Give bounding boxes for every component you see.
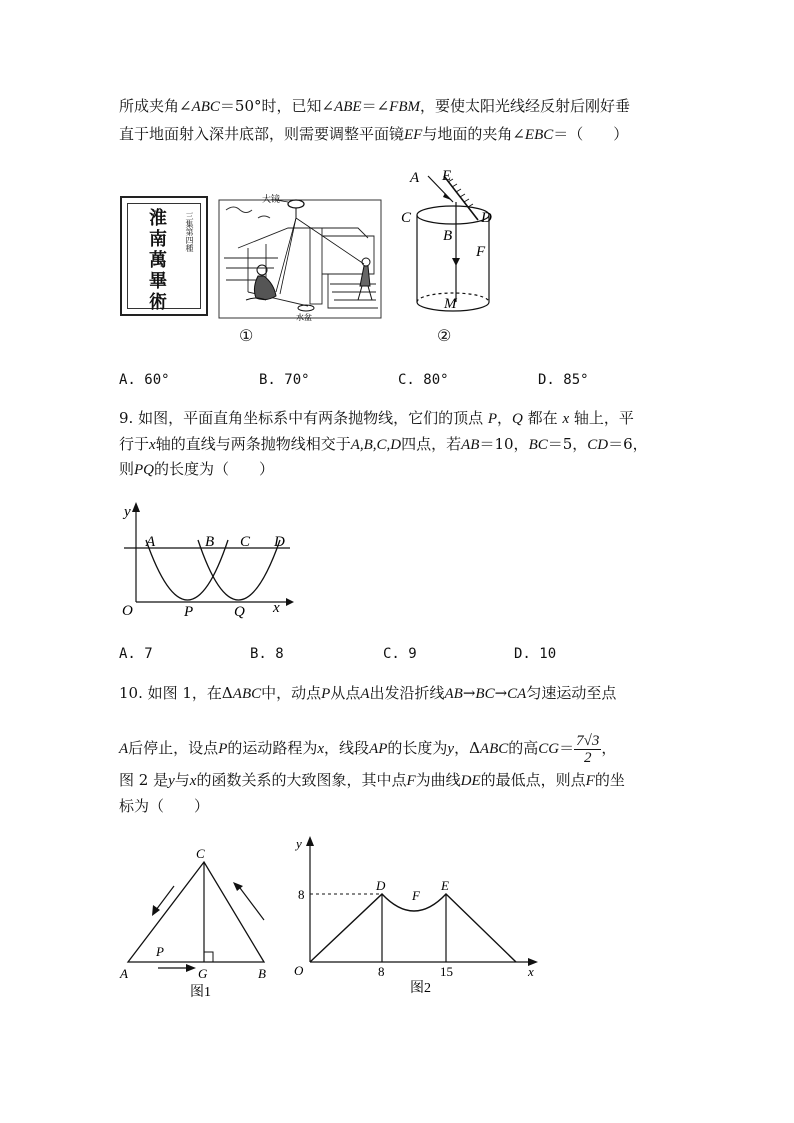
q8-building [224, 228, 378, 308]
svg-text:M: M [444, 296, 457, 312]
svg-text:B: B [443, 228, 453, 244]
q8-text-line-1: 所成夹角∠ABC＝50°时，已知∠ABE＝∠FBM，要使太阳光线经反射后刚好垂 [119, 97, 630, 115]
svg-text:E: E [441, 878, 449, 893]
svg-text:B: B [205, 534, 215, 550]
svg-text:15: 15 [440, 964, 453, 979]
svg-text:O: O [294, 963, 304, 978]
q9-text-line-2: 行于x轴的直线与两条抛物线相交于A,B,C,D四点，若AB＝10，BC＝5，CD＝6， [119, 435, 648, 453]
q9-text-line-3: 则PQ的长度为（ ） [119, 460, 275, 478]
svg-text:y: y [296, 836, 302, 851]
q8-mirror-icon [288, 200, 304, 218]
q8-well-diagram [396, 162, 506, 322]
svg-text:8: 8 [378, 964, 385, 979]
q8-book-title: 淮 南 萬 畢 術 [149, 208, 167, 313]
q8-standing-figure [358, 258, 372, 300]
svg-text:G: G [198, 966, 208, 981]
q9-option-c[interactable]: C. 9 [383, 646, 417, 662]
svg-text:D: D [274, 534, 285, 550]
q9-text-line-1: 9. 如图，平面直角坐标系中有两条抛物线，它们的顶点 P，Q 都在 x 轴上，平 [119, 409, 634, 427]
q8-option-b[interactable]: B. 70° [259, 372, 310, 388]
svg-text:B: B [258, 966, 266, 981]
q8-basin-label: 水盆 [296, 313, 312, 322]
svg-text:D: D [376, 878, 386, 893]
q8-option-c[interactable]: C. 80° [398, 372, 449, 388]
q8-option-d[interactable]: D. 85° [538, 372, 589, 388]
q9-option-d[interactable]: D. 10 [514, 646, 557, 662]
q10-text-line-1: 10. 如图 1，在ΔABC中，动点P从点A出发沿折线AB→BC→CA匀速运动至点 [119, 684, 617, 702]
svg-text:C: C [401, 210, 412, 226]
svg-text:8: 8 [298, 887, 305, 902]
q10-function-graph [290, 832, 550, 1002]
q8-book-side-label: 三集第四種 [185, 212, 194, 252]
svg-text:Q: Q [234, 604, 245, 620]
q8-ancient-illustration [218, 188, 382, 322]
q10-text-line-2: A后停止，设点P的运动路程为x，线段AP的长度为y，ΔABC的高CG＝ $\frac{7√3}{2}$ ， [119, 732, 617, 766]
svg-text:A: A [146, 534, 156, 550]
svg-text:P: P [156, 944, 164, 959]
q9-option-b[interactable]: B. 8 [250, 646, 284, 662]
q8-fig1-caption: ① [239, 326, 254, 345]
svg-text:C: C [196, 846, 205, 861]
q8-book-cover [120, 196, 208, 316]
q10-text-line-3: 图 2 是y与x的函数关系的大致图象，其中点F为曲线DE的最低点，则点F的坐 [119, 771, 625, 789]
q9-parabola-figure [116, 500, 294, 618]
q8-mirror-label: 大镜 [262, 194, 281, 204]
q8-fig2-caption: ② [437, 326, 452, 345]
svg-text:F: F [412, 888, 420, 903]
q9-parabola-p [146, 540, 228, 600]
svg-text:E: E [442, 168, 452, 184]
q10-arrow-ca [152, 886, 174, 916]
svg-text:D: D [481, 210, 492, 226]
q10-triangle-figure [116, 842, 276, 1002]
svg-text:O: O [122, 603, 133, 619]
q9-option-a[interactable]: A. 7 [119, 646, 153, 662]
q10-arrow-ab [158, 964, 196, 972]
q8-text-line-2: 直于地面射入深井底部，则需要调整平面镜EF与地面的夹角∠EBC＝（ ） [119, 125, 629, 143]
svg-text:y: y [124, 504, 131, 520]
svg-text:P: P [184, 604, 194, 620]
svg-text:x: x [528, 964, 534, 979]
q10-graph-curve [310, 894, 516, 962]
svg-text:x: x [273, 600, 280, 616]
q8-option-a[interactable]: A. 60° [119, 372, 170, 388]
q10-text-line-4: 标为（ ） [119, 797, 210, 815]
q8-seated-figure [246, 265, 276, 300]
svg-text:C: C [240, 534, 251, 550]
svg-text:F: F [476, 244, 486, 260]
svg-text:图2: 图2 [410, 981, 431, 996]
svg-text:A: A [120, 966, 128, 981]
svg-text:图1: 图1 [190, 985, 211, 1000]
q10-height-fraction: $\frac{7√3}{2}$ [576, 732, 600, 766]
svg-text:A: A [410, 170, 420, 186]
q10-arrow-bc [233, 882, 264, 920]
